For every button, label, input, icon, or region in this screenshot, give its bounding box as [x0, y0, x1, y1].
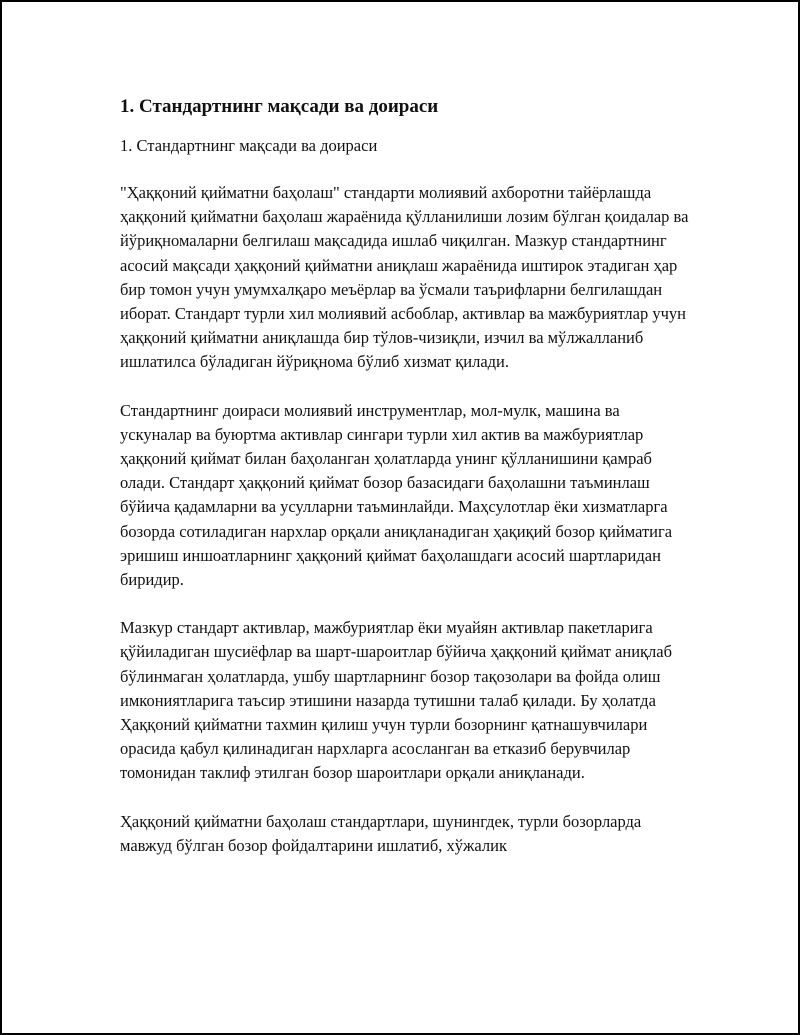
section-heading: 1. Стандартнинг мақсади ва доираси — [120, 96, 439, 117]
paragraph-3: Мазкур стандарт активлар, мажбуриятлар ёки муайян активлар пакетларига қўйиладиган шусиёфлар ва шарт-шароитлар бўйича ҳаққоний қиймат аниқлаб бўлинмаган ҳолатларда, ушбу шартларнинг бозор тақозолари ва фойда олиш имкониятларига таъсир этишини назарда тутишни талаб қилади. Бу ҳолатда Ҳаққоний қийматни тахмин қилиш учун турли бозорнинг қатнашувчилари орасида қабул қилинадиган нархларга асосланган ва етказиб берувчилар томонидан таклиф этилган бозор шароитлари орқали аниқланади. — [120, 618, 672, 783]
paragraph-1: "Ҳаққоний қийматни баҳолаш" стандарти молиявий ахборотни тайёрлашда ҳаққоний қийматни баҳолаш жараёнида қўлланилиши лозим бўлган қоидалар ва йўриқномаларни белгилаш мақсадида ишлаб чиқилган. Мазкур стандартнинг асосий мақсади ҳаққоний қийматни аниқлаш жараёнида иштирок этадиган ҳар бир томон учун умумхалқаро меъёрлар ва ўсмали таърифларни белгилашдан иборат. Стандарт турли хил молиявий асбоблар, активлар ва мажбуриятлар учун ҳаққоний қийматни аниқлашда бир тўлов-чизиқли, изчил ва мўлжалланиб ишлатилса бўладиган йўриқнома бўлиб хизмат қилади. — [120, 183, 689, 372]
document-body — [120, 94, 690, 882]
section-subheading: 1. Стандартнинг мақсади ва доираси — [120, 136, 378, 155]
paragraph-4: Ҳаққоний қийматни баҳолаш стандартлари, шунингдек, турли бозорларда мавжуд бўлган бозор фойдалтарини ишлатиб, хўжалик — [120, 811, 642, 855]
paragraph-2: Стандартнинг доираси молиявий инструментлар, мол-мулк, машина ва ускуналар ва буюртма активлар сингари турли хил актив ва мажбуриятлар ҳаққоний қиймат билан баҳоланган ҳолатларда унинг қўлланишини қамраб олади. Стандарт ҳаққоний қиймат бозор базасидаги баҳолашни таъминлаш бўйича қадамларни ва усулларни таъминлайди. Маҳсулотлар ёки хизматларга бозорда сотиладиган нархлар орқали аниқланадиган ҳақиқий бозор қийматига эришиш иншоатларнинг ҳаққоний қиймат баҳолашдаги асосий шартларидан биридир. — [120, 400, 673, 590]
